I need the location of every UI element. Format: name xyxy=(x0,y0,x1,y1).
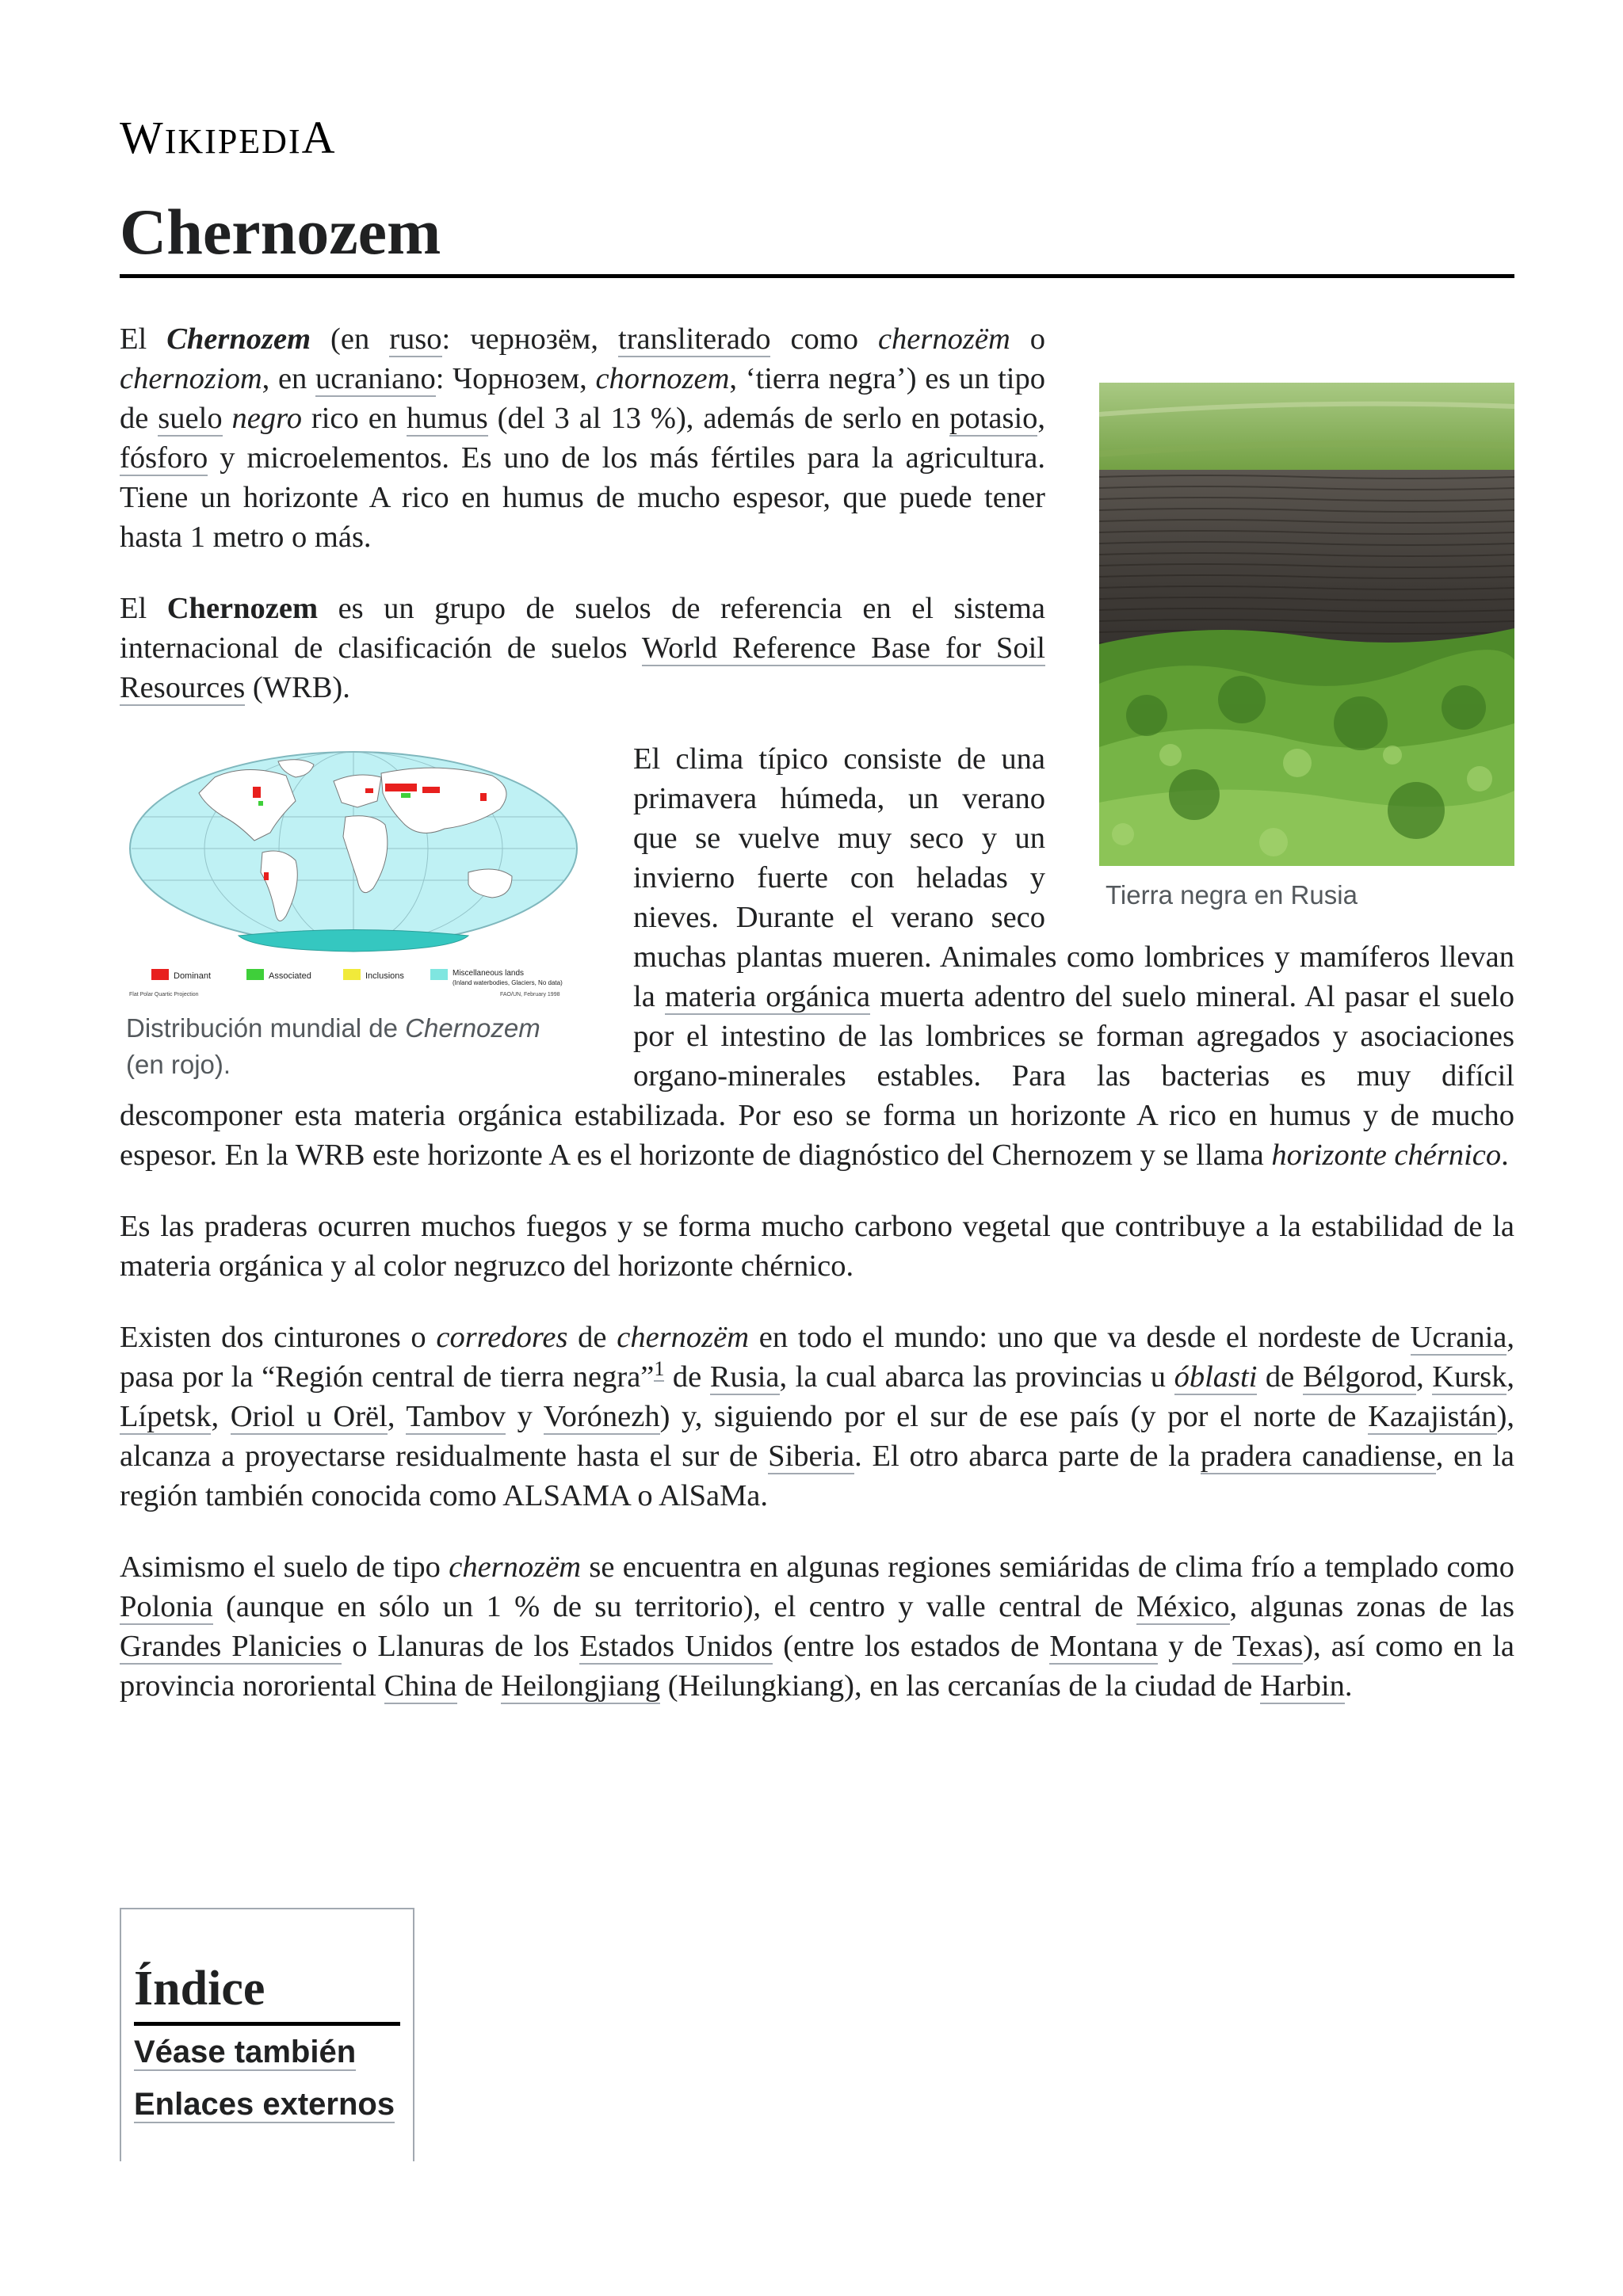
article-body xyxy=(120,319,1514,1737)
link-ruso[interactable]: ruso xyxy=(389,322,442,356)
link-world-reference-base[interactable]: World Reference Base for Soil Resources xyxy=(120,631,1045,704)
link-mexico[interactable]: México xyxy=(1136,1590,1230,1623)
link-estados-unidos[interactable]: Estados Unidos xyxy=(579,1630,773,1663)
map-credit-label: FAO/UN, February 1998 xyxy=(500,992,560,997)
paragraph-wrb: El Chernozem es un grupo de suelos de referencia en el sistema internacional de clasificación de suelos World Reference Base for Soil Resources (WRB). xyxy=(120,592,1045,704)
link-ucraniano[interactable]: ucraniano xyxy=(315,362,436,395)
field-photo-image xyxy=(1099,383,1514,866)
paragraph-intro: El Chernozem (en ruso: чернозём, transliterado como chernozëm o chernoziom, en ucraniano: Чорнозем, chornozem, ‘tierra negra’) es un tipo de suelo negro rico en humus (del 3 al 13 %), además de serlo en potasio, fósforo y microelementos. Es uno de los más fértiles para la agricultura. Tiene un horizonte A rico en humus de mucho espesor, que puede tener hasta 1 metro o más. xyxy=(120,322,1046,554)
field-photo-caption: Tierra negra en Rusia xyxy=(1106,880,1358,910)
legend-associated: Associated xyxy=(269,971,311,981)
link-humus[interactable]: humus xyxy=(407,402,488,435)
link-ucrania[interactable]: Ucrania xyxy=(1410,1321,1507,1354)
world-map-image xyxy=(120,746,587,999)
figure-field-photo xyxy=(1099,383,1514,913)
link-belgorod[interactable]: Bélgorod xyxy=(1302,1360,1417,1394)
legend-misc: Miscellaneous lands xyxy=(453,969,525,978)
link-montana[interactable]: Montana xyxy=(1049,1630,1159,1663)
link-materia-organica[interactable]: materia orgánica xyxy=(664,980,871,1013)
link-potasio[interactable]: potasio xyxy=(949,402,1038,435)
reference-1[interactable]: 1 xyxy=(654,1357,665,1381)
paragraph-climate: El clima típico consiste de una primavera húmeda, un verano que se vuelve muy seco y un invierno fuerte con heladas y nieves. Durante el verano seco muchas plantas mueren. Animales como lombrices y mamíferos llevan la materia orgánica muerta adentro del suelo mineral. Al pasar el suelo por el intestino de las lombrices se forman agregados y asociaciones organo-minerales estables. Para las bacterias es muy difícil descomponer esta materia orgánica estabilizada. Por eso se forma un horizonte A rico en humus y de mucho espesor. En la WRB este horizonte A es el horizonte de diagnóstico del Chernozem y se llama horizonte chérnico. xyxy=(120,742,1514,1172)
field-photo[interactable] xyxy=(1099,383,1514,866)
link-siberia[interactable]: Siberia xyxy=(768,1440,855,1473)
link-tambov[interactable]: Tambov xyxy=(406,1400,506,1433)
link-grandes-planicies[interactable]: Grandes Planicies xyxy=(120,1630,342,1663)
toc-entry-vease-tambien[interactable]: Véase también xyxy=(134,2035,357,2069)
world-map[interactable] xyxy=(120,746,587,999)
link-voronezh[interactable]: Vorónezh xyxy=(543,1400,660,1433)
legend-inclusions: Inclusions xyxy=(365,971,404,981)
link-pradera-canadiense[interactable]: pradera canadiense xyxy=(1200,1440,1436,1473)
link-oriol[interactable]: Oriol u Orël xyxy=(230,1400,388,1433)
toc-title: Índice xyxy=(134,1957,400,2026)
link-fosforo[interactable]: fósforo xyxy=(120,441,208,475)
link-harbin[interactable]: Harbin xyxy=(1260,1669,1345,1703)
link-kursk[interactable]: Kursk xyxy=(1432,1360,1507,1394)
figure-world-map xyxy=(120,746,587,1083)
link-texas[interactable]: Texas xyxy=(1232,1630,1304,1663)
wikipedia-wordmark[interactable]: WIKIPEDIA xyxy=(120,112,337,163)
link-oblasti[interactable]: óblasti xyxy=(1174,1360,1258,1394)
paragraph-belts: Existen dos cinturones o corredores de chernozëm en todo el mundo: uno que va desde el nordeste de Ucrania, pasa por la “Región central de tierra negra”$^1$ de Rusia, la cual abarca las provincias u óblasti de Bélgorod, Kursk, Lípetsk, Oriol u Orël, Tambov y Vorónezh) y, siguiendo por el sur de ese país (y por el norte de Kazajistán), alcanza a proyectarse residualmente hasta el sur de Siberia. El otro abarca parte de la pradera canadiense, en la región también conocida como ALSAMA o AlSaMa. xyxy=(120,1321,1515,1512)
link-polonia[interactable]: Polonia xyxy=(120,1590,213,1623)
paragraph-fire: Es las praderas ocurren muchos fuegos y se forma mucho carbono vegetal que contribuye a la estabilidad de la materia orgánica y al color negruzco del horizonte chérnico. xyxy=(120,1210,1514,1283)
map-projection-label: Flat Polar Quartic Projection xyxy=(129,992,199,997)
page-title: Chernozem xyxy=(120,196,1514,278)
legend-misc-detail: (Inland waterbodies, Glaciers, No data) xyxy=(453,979,563,986)
paragraph-regions: Asimismo el suelo de tipo chernozëm se encuentra en algunas regiones semiáridas de clima frío a templado como Polonia (aunque en sólo un 1 % de su territorio), el centro y valle central de México, algunas zonas de las Grandes Planicies o Llanuras de los Estados Unidos (entre los estados de Montana y de Texas), así como en la provincia nororiental China de Heilongjiang (Heilungkiang), en las cercanías de la ciudad de Harbin. xyxy=(120,1550,1515,1703)
link-suelo[interactable]: suelo xyxy=(158,402,223,435)
link-heilongjiang[interactable]: Heilongjiang xyxy=(501,1669,661,1703)
world-map-caption: Distribución mundial de Chernozem (en rojo). xyxy=(126,1013,540,1079)
link-kazajistan[interactable]: Kazajistán xyxy=(1368,1400,1497,1433)
link-rusia[interactable]: Rusia xyxy=(709,1360,780,1394)
toc-entry-enlaces-externos[interactable]: Enlaces externos xyxy=(134,2087,395,2122)
link-china[interactable]: China xyxy=(384,1669,457,1703)
link-transliterado[interactable]: transliterado xyxy=(618,322,771,356)
link-lipetsk[interactable]: Lípetsk xyxy=(120,1400,212,1433)
table-of-contents xyxy=(120,1908,414,2161)
legend-dominant: Dominant xyxy=(174,971,212,981)
